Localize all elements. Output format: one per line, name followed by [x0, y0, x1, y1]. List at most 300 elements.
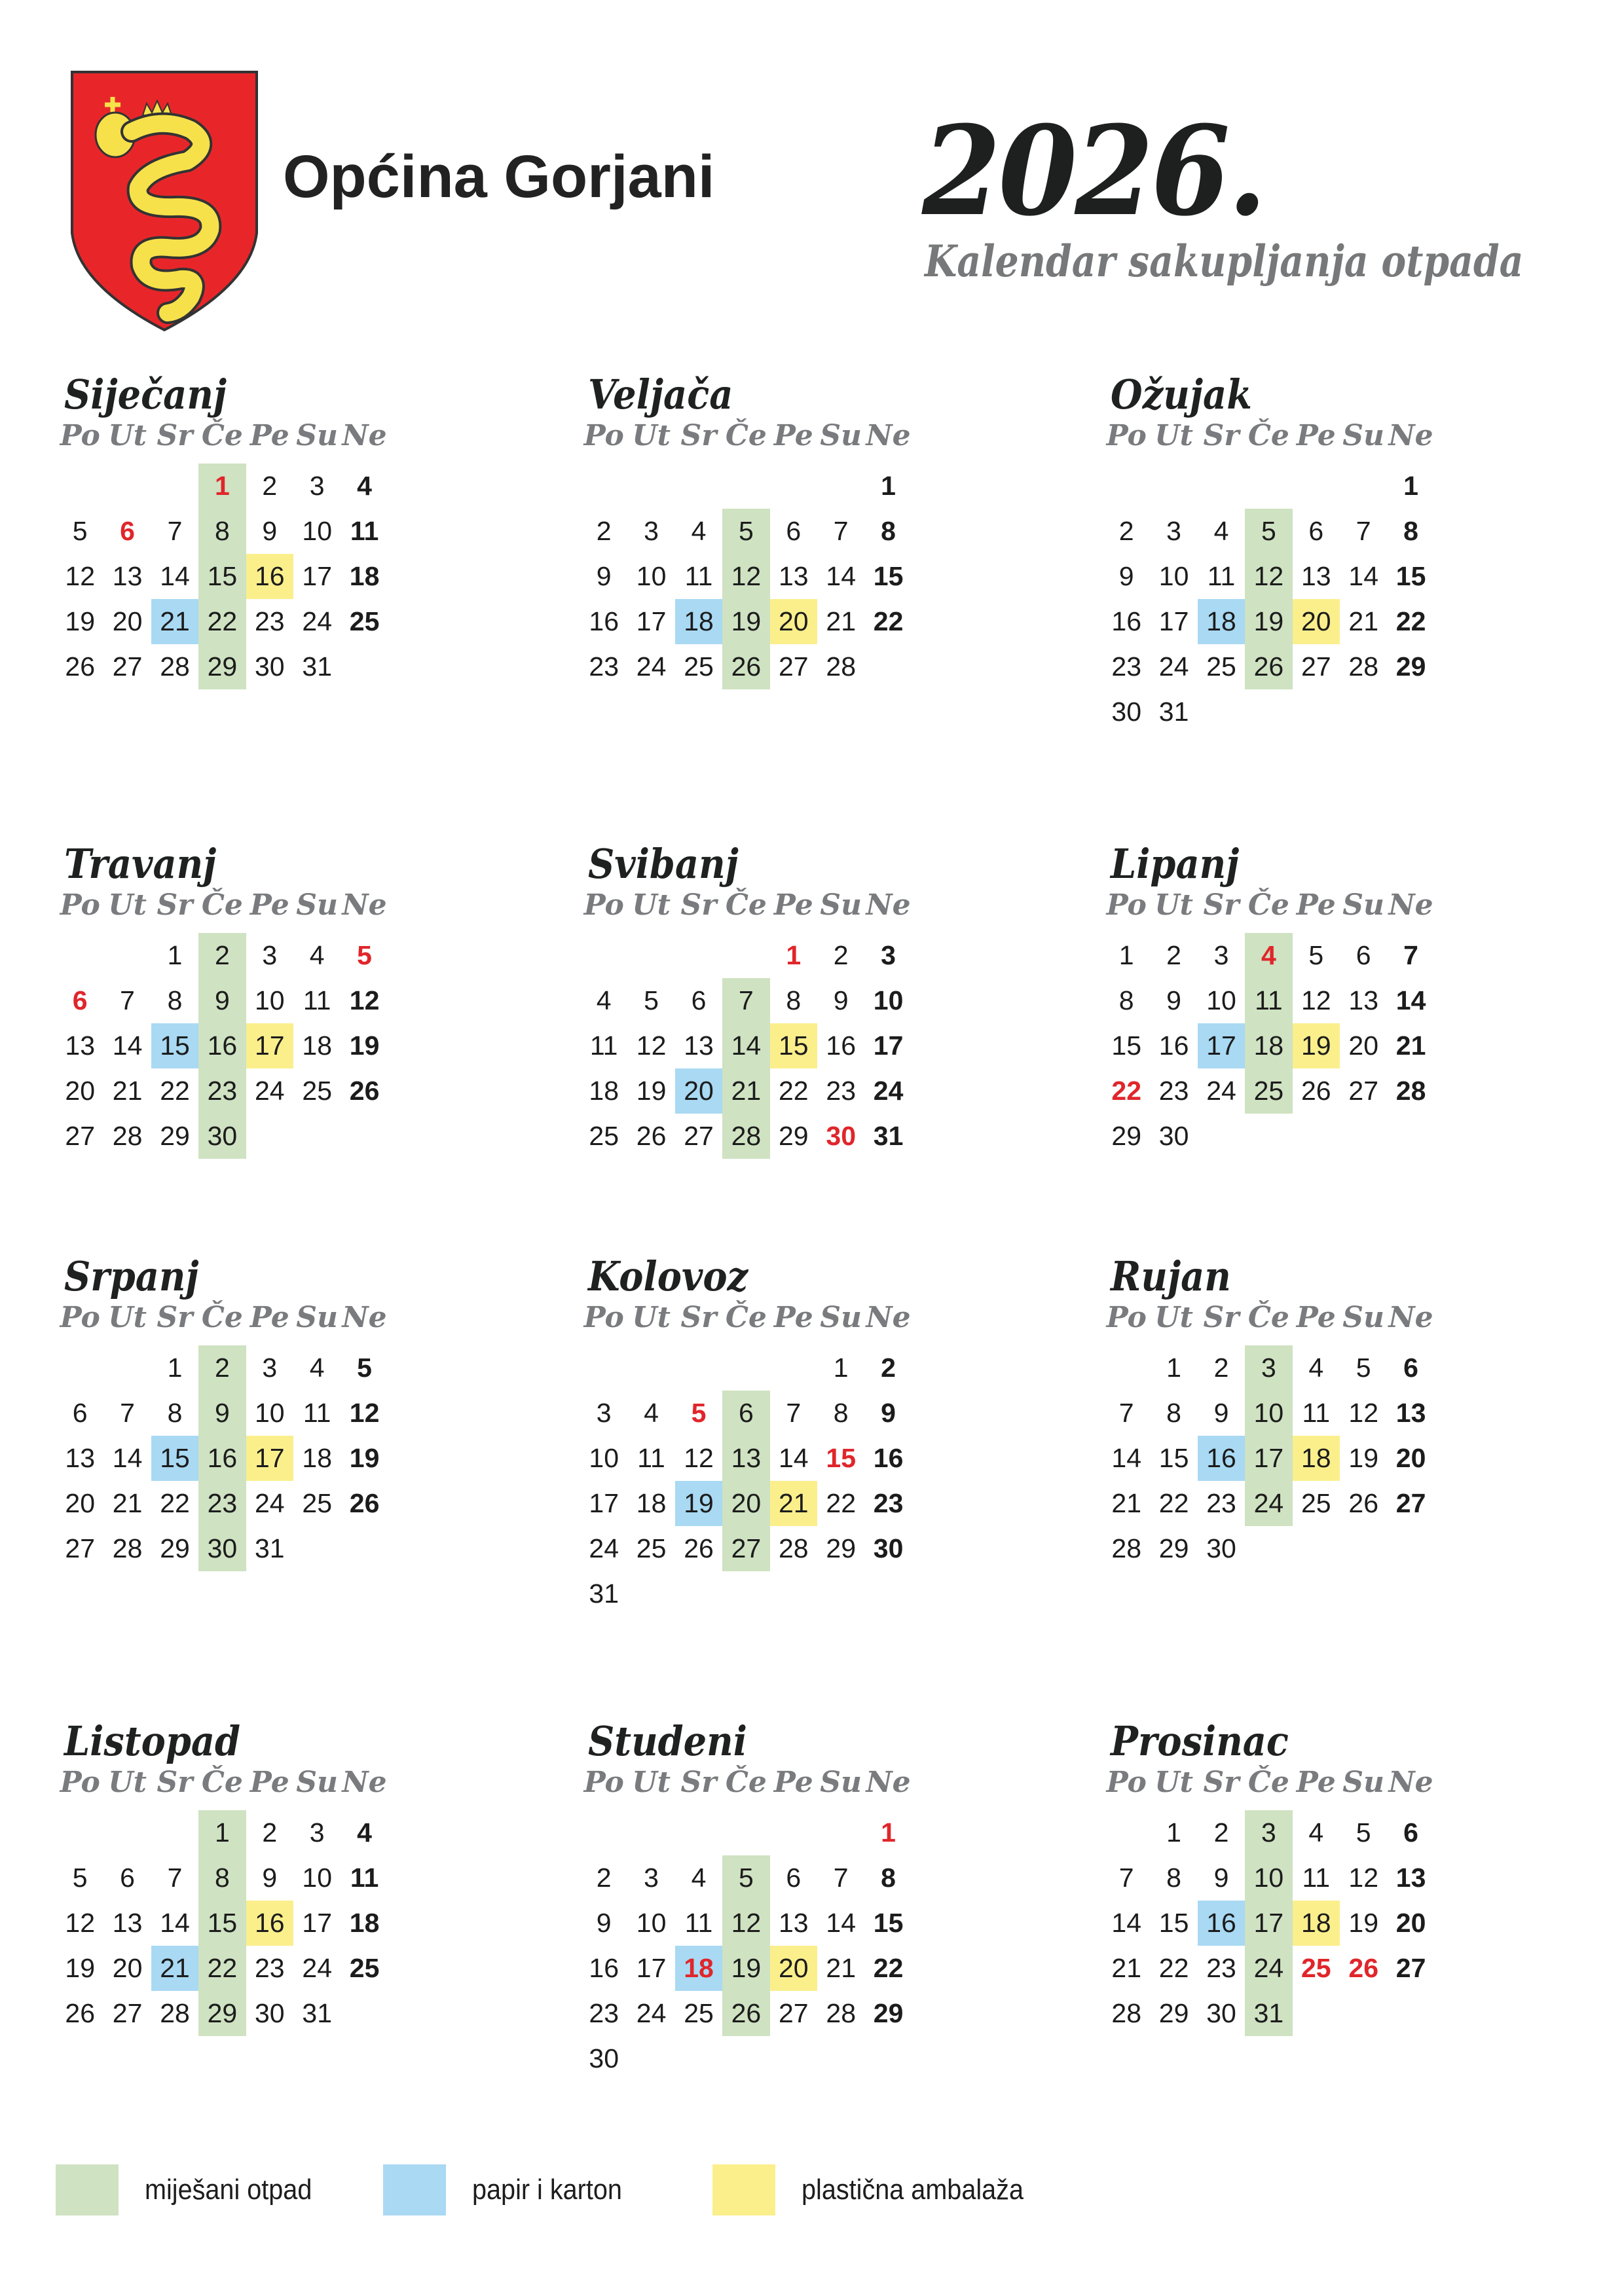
day-cell: 14 [722, 1023, 769, 1068]
weekday-label: Su [1342, 888, 1385, 922]
weekday-label: Ut [1154, 1301, 1193, 1334]
day-cell: 11 [1207, 561, 1236, 591]
day-cell: 4 [309, 940, 325, 970]
weekday-label: Če [1247, 1766, 1289, 1799]
day-cell: 1 [198, 1810, 246, 1855]
weekday-label: Če [725, 888, 767, 922]
day-cell: 20 [770, 1946, 817, 1991]
day-cell: 1 [1166, 1353, 1181, 1383]
day-cell: 30 [873, 1533, 904, 1563]
day-cell: 19 [65, 606, 95, 636]
day-cell: 2 [262, 1817, 278, 1848]
day-cell: 13 [112, 561, 143, 591]
day-cell: 23 [198, 1481, 246, 1526]
day-cell: 21 [112, 1076, 143, 1106]
day-cell: 17 [873, 1030, 904, 1061]
weekday-label: Po [583, 419, 624, 452]
day-cell: 6 [120, 516, 135, 546]
weekday-label: Sr [157, 419, 193, 452]
weekday-label: Ut [1154, 419, 1193, 452]
day-cell: 5 [357, 1353, 372, 1383]
day-cell: 19 [1348, 1443, 1378, 1473]
day-cell: 3 [1245, 1345, 1292, 1391]
day-cell: 3 [262, 1353, 278, 1383]
day-cell: 11 [303, 985, 331, 1015]
day-cell: 18 [302, 1443, 332, 1473]
day-cell: 10 [636, 1908, 667, 1938]
weekday-header-row [56, 1303, 388, 1332]
day-cell: 9 [1166, 985, 1181, 1015]
day-cell: 13 [1395, 1863, 1426, 1893]
day-cell: 27 [778, 651, 809, 682]
day-cell: 24 [636, 1998, 667, 2028]
day-cell: 14 [112, 1030, 143, 1061]
month-title: Svibanj [588, 840, 739, 888]
day-cell: 6 [72, 1398, 88, 1428]
day-cell: 9 [198, 1391, 246, 1436]
day-cell: 2 [1213, 1353, 1229, 1383]
day-cell: 18 [1293, 1901, 1340, 1946]
day-cell: 18 [636, 1488, 667, 1518]
day-cell: 16 [589, 606, 619, 636]
day-cell: 30 [254, 1998, 285, 2028]
day-cell: 16 [826, 1030, 856, 1061]
day-cell: 10 [302, 516, 332, 546]
day-cell: 10 [636, 561, 667, 591]
day-cell: 6 [691, 985, 707, 1015]
day-cell: 22 [198, 1946, 246, 1991]
day-cell: 25 [349, 1953, 380, 1983]
day-cell: 7 [833, 516, 849, 546]
day-cell: 1 [833, 1353, 849, 1383]
month-title: Prosinac [1111, 1717, 1289, 1765]
day-cell: 15 [151, 1023, 198, 1068]
day-cell: 15 [873, 561, 904, 591]
day-cell: 28 [112, 1533, 143, 1563]
day-cell: 27 [778, 1998, 809, 2028]
day-cell: 14 [160, 1908, 190, 1938]
day-cell: 27 [112, 651, 143, 682]
weekday-label: Sr [680, 419, 717, 452]
day-cell: 4 [596, 985, 612, 1015]
day-cell: 3 [596, 1398, 612, 1428]
day-cell: 10 [589, 1443, 619, 1473]
day-cell: 20 [770, 599, 817, 644]
day-cell: 10 [873, 985, 904, 1015]
weekday-label: Ne [342, 888, 387, 922]
weekday-label: Če [201, 419, 243, 452]
calendar-year: 2026. [922, 99, 1265, 244]
day-cell: 26 [722, 644, 769, 689]
day-cell: 28 [160, 651, 190, 682]
weekday-label: Pe [249, 419, 289, 452]
legend [0, 2164, 1624, 2216]
day-cell: 12 [684, 1443, 714, 1473]
day-cell: 15 [198, 554, 246, 599]
day-cell: 5 [72, 1863, 88, 1893]
weekday-label: Pe [249, 1766, 289, 1799]
day-cell: 25 [349, 606, 380, 636]
day-cell: 5 [1356, 1353, 1371, 1383]
day-cell: 15 [770, 1023, 817, 1068]
day-cell: 25 [302, 1488, 332, 1518]
day-cell: 13 [722, 1436, 769, 1481]
day-cell: 22 [873, 1953, 904, 1983]
weekday-label: Su [296, 1301, 339, 1334]
day-cell: 24 [302, 1953, 332, 1983]
weekday-label: Če [725, 1301, 767, 1334]
day-cell: 14 [826, 561, 856, 591]
day-cell: 29 [778, 1121, 809, 1151]
day-cell: 1 [1166, 1817, 1181, 1848]
day-cell: 20 [1348, 1030, 1378, 1061]
day-cell: 2 [1213, 1817, 1229, 1848]
weekday-label: Pe [773, 1301, 813, 1334]
day-cell: 28 [160, 1998, 190, 2028]
day-cell: 22 [198, 599, 246, 644]
day-cell: 15 [826, 1443, 856, 1473]
month-title: Srpanj [64, 1252, 199, 1300]
legend-label: plastična ambalaža [802, 2174, 1024, 2206]
day-cell: 15 [1395, 561, 1426, 591]
day-cell: 25 [684, 1998, 714, 2028]
day-cell: 27 [1395, 1953, 1426, 1983]
weekday-label: Ne [1388, 419, 1433, 452]
weekday-label: Ne [866, 1301, 911, 1334]
day-cell: 27 [1348, 1076, 1378, 1106]
day-cell: 9 [1213, 1398, 1229, 1428]
day-cell: 24 [254, 1488, 285, 1518]
day-cell: 7 [1403, 940, 1418, 970]
day-cell: 23 [254, 606, 285, 636]
weekday-label: Su [820, 1301, 862, 1334]
day-cell: 18 [589, 1076, 619, 1106]
day-cell: 26 [65, 651, 95, 682]
day-cell: 2 [1166, 940, 1181, 970]
day-cell: 26 [1348, 1488, 1378, 1518]
day-cell: 11 [1245, 978, 1292, 1023]
day-cell: 25 [302, 1076, 332, 1106]
weekday-label: Pe [249, 888, 289, 922]
day-cell: 12 [722, 1901, 769, 1946]
day-cell: 17 [589, 1488, 619, 1518]
day-cell: 17 [636, 1953, 667, 1983]
calendar-subtitle: Kalendar sakupljanja otpada [925, 236, 1524, 287]
day-cell: 5 [1308, 940, 1324, 970]
day-cell: 24 [873, 1076, 904, 1106]
day-cell: 16 [1111, 606, 1141, 636]
day-cell: 12 [349, 1398, 380, 1428]
day-cell: 20 [112, 606, 143, 636]
day-cell: 30 [198, 1114, 246, 1159]
day-cell: 1 [1403, 471, 1418, 501]
day-cell: 14 [160, 561, 190, 591]
day-cell: 8 [1118, 985, 1134, 1015]
weekday-label: Pe [1296, 1766, 1336, 1799]
weekday-label: Ne [866, 419, 911, 452]
day-cell: 29 [826, 1533, 856, 1563]
day-cell: 5 [722, 1855, 769, 1901]
day-cell: 2 [198, 1345, 246, 1391]
day-cell: 23 [826, 1076, 856, 1106]
day-cell: 4 [309, 1353, 325, 1383]
day-cell: 10 [1245, 1855, 1292, 1901]
weekday-header-row [1103, 1768, 1435, 1797]
day-cell: 14 [826, 1908, 856, 1938]
day-cell: 5 [691, 1398, 707, 1428]
weekday-header-row [1103, 419, 1435, 452]
day-cell: 30 [1158, 1121, 1189, 1151]
day-cell: 25 [589, 1121, 619, 1151]
month-title: Listopad [64, 1717, 241, 1765]
day-cell: 4 [1245, 933, 1292, 978]
day-cell: 28 [826, 1998, 856, 2028]
weekday-label: Ne [1388, 1766, 1433, 1799]
day-cell: 14 [1348, 561, 1378, 591]
day-cell: 15 [198, 1901, 246, 1946]
day-cell: 17 [1245, 1901, 1292, 1946]
weekday-label: Su [296, 888, 339, 922]
day-cell: 21 [1348, 606, 1378, 636]
day-cell: 10 [254, 1398, 285, 1428]
weekday-header-row [1103, 1303, 1435, 1332]
day-cell: 16 [873, 1443, 904, 1473]
day-cell: 19 [1245, 599, 1292, 644]
day-cell: 11 [350, 516, 379, 546]
day-cell: 7 [120, 1398, 135, 1428]
day-cell: 1 [1118, 940, 1134, 970]
weekday-label: Pe [773, 1766, 813, 1799]
day-cell: 17 [1198, 1023, 1245, 1068]
weekday-label: Po [1106, 419, 1147, 452]
day-cell: 18 [349, 1908, 380, 1938]
day-cell: 13 [65, 1030, 95, 1061]
day-cell: 1 [786, 940, 802, 970]
day-cell: 26 [349, 1076, 380, 1106]
day-cell: 6 [786, 516, 802, 546]
day-cell: 28 [112, 1121, 143, 1151]
day-cell: 3 [1213, 940, 1229, 970]
day-cell: 17 [302, 561, 332, 591]
weekday-label: Sr [157, 888, 193, 922]
day-cell: 8 [1403, 516, 1418, 546]
day-cell: 22 [826, 1488, 856, 1518]
weekday-header-row [56, 1768, 388, 1797]
day-cell: 20 [65, 1076, 95, 1106]
day-cell: 18 [302, 1030, 332, 1061]
day-cell: 15 [1111, 1030, 1141, 1061]
day-cell: 29 [198, 644, 246, 689]
day-cell: 31 [589, 1578, 619, 1609]
day-cell: 12 [1301, 985, 1331, 1015]
municipality-name: Općina Gorjani [283, 143, 715, 210]
weekday-label: Sr [680, 888, 717, 922]
day-cell: 24 [1158, 651, 1189, 682]
weekday-label: Su [820, 419, 862, 452]
day-cell: 20 [112, 1953, 143, 1983]
day-cell: 11 [684, 561, 713, 591]
day-cell: 28 [1111, 1533, 1141, 1563]
day-cell: 31 [302, 651, 332, 682]
day-cell: 23 [589, 1998, 619, 2028]
day-cell: 9 [596, 561, 612, 591]
day-cell: 13 [684, 1030, 714, 1061]
day-cell: 24 [589, 1533, 619, 1563]
weekday-label: Sr [680, 1301, 717, 1334]
month-title: Kolovoz [588, 1252, 748, 1300]
day-cell: 8 [1166, 1398, 1181, 1428]
day-cell: 7 [167, 516, 183, 546]
weekday-label: Ut [108, 1301, 147, 1334]
day-cell: 11 [303, 1398, 331, 1428]
weekday-label: Če [1247, 419, 1289, 452]
day-cell: 3 [644, 1863, 659, 1893]
legend-item-plastic [712, 2164, 1048, 2216]
weekday-label: Ut [108, 419, 147, 452]
weekday-header-row [580, 1768, 912, 1797]
weekday-label: Po [583, 1301, 624, 1334]
day-cell: 11 [350, 1863, 379, 1893]
weekday-label: Pe [773, 888, 813, 922]
day-cell: 8 [833, 1398, 849, 1428]
day-cell: 14 [1111, 1908, 1141, 1938]
day-cell: 6 [1356, 940, 1371, 970]
weekday-label: Pe [249, 1301, 289, 1334]
day-cell: 3 [881, 940, 896, 970]
day-cell: 16 [198, 1023, 246, 1068]
day-cell: 28 [1111, 1998, 1141, 2028]
day-cell: 4 [1213, 516, 1229, 546]
day-cell: 17 [1245, 1436, 1292, 1481]
day-cell: 16 [589, 1953, 619, 1983]
weekday-label: Ne [1388, 888, 1433, 922]
month-title: Ožujak [1111, 371, 1252, 418]
legend-label: papir i karton [472, 2174, 622, 2206]
day-cell: 5 [1245, 509, 1292, 554]
day-cell: 4 [691, 516, 707, 546]
day-cell: 4 [357, 471, 372, 501]
day-cell: 6 [1308, 516, 1324, 546]
day-cell: 2 [596, 516, 612, 546]
day-cell: 8 [881, 516, 896, 546]
day-cell: 14 [778, 1443, 809, 1473]
day-cell: 28 [826, 651, 856, 682]
weekday-header-row [56, 888, 388, 922]
day-cell: 22 [1111, 1076, 1141, 1106]
day-cell: 21 [1111, 1953, 1141, 1983]
day-cell: 29 [1158, 1533, 1189, 1563]
day-cell: 11 [684, 1908, 713, 1938]
month-title: Studeni [588, 1717, 747, 1765]
weekday-label: Ut [1154, 888, 1193, 922]
day-cell: 27 [65, 1121, 95, 1151]
weekday-label: Po [1106, 888, 1147, 922]
weekday-label: Su [820, 1766, 862, 1799]
weekday-label: Sr [1203, 1301, 1240, 1334]
day-cell: 3 [309, 1817, 325, 1848]
day-cell: 30 [1111, 697, 1141, 727]
day-cell: 18 [675, 1946, 722, 1991]
day-cell: 18 [1198, 599, 1245, 644]
day-cell: 20 [722, 1481, 769, 1526]
day-cell: 2 [881, 1353, 896, 1383]
day-cell: 9 [881, 1398, 896, 1428]
weekday-label: Ne [342, 1766, 387, 1799]
weekday-label: Če [725, 1766, 767, 1799]
day-cell: 30 [254, 651, 285, 682]
weekday-label: Ne [1388, 1301, 1433, 1334]
weekday-label: Sr [1203, 419, 1240, 452]
day-cell: 7 [1356, 516, 1371, 546]
day-cell: 22 [1158, 1488, 1189, 1518]
day-cell: 13 [112, 1908, 143, 1938]
weekday-label: Po [1106, 1766, 1147, 1799]
weekday-label: Sr [680, 1766, 717, 1799]
day-cell: 15 [151, 1436, 198, 1481]
weekday-label: Pe [1296, 419, 1336, 452]
day-cell: 13 [1301, 561, 1331, 591]
weekday-label: Ut [108, 888, 147, 922]
weekday-label: Če [725, 419, 767, 452]
day-cell: 13 [778, 561, 809, 591]
weekday-label: Če [1247, 888, 1289, 922]
legend-item-mixed-waste [56, 2164, 331, 2216]
day-cell: 29 [160, 1533, 190, 1563]
day-cell: 18 [349, 561, 380, 591]
weekday-label: Ut [632, 888, 671, 922]
day-cell: 3 [262, 940, 278, 970]
day-cell: 10 [254, 985, 285, 1015]
day-cell: 26 [1301, 1076, 1331, 1106]
day-cell: 16 [1158, 1030, 1189, 1061]
day-cell: 13 [65, 1443, 95, 1473]
day-cell: 6 [1403, 1817, 1418, 1848]
day-cell: 23 [1206, 1953, 1236, 1983]
month-title: Lipanj [1111, 840, 1240, 888]
day-cell: 27 [65, 1533, 95, 1563]
day-cell: 22 [778, 1076, 809, 1106]
day-cell: 29 [1395, 651, 1426, 682]
month-title: Travanj [64, 840, 217, 888]
day-cell: 3 [1245, 1810, 1292, 1855]
weekday-label: Su [1342, 1766, 1385, 1799]
weekday-label: Ne [866, 888, 911, 922]
weekday-label: Po [60, 1301, 100, 1334]
day-cell: 21 [151, 599, 198, 644]
day-cell: 14 [1111, 1443, 1141, 1473]
day-cell: 24 [1206, 1076, 1236, 1106]
day-cell: 11 [637, 1443, 665, 1473]
day-cell: 19 [636, 1076, 667, 1106]
day-cell: 24 [1245, 1946, 1292, 1991]
day-cell: 2 [596, 1863, 612, 1893]
day-cell: 19 [349, 1443, 380, 1473]
day-cell: 4 [644, 1398, 659, 1428]
day-cell: 12 [636, 1030, 667, 1061]
day-cell: 16 [246, 1901, 293, 1946]
day-cell: 14 [112, 1443, 143, 1473]
day-cell: 4 [1308, 1353, 1324, 1383]
day-cell: 12 [1245, 554, 1292, 599]
day-cell: 1 [167, 940, 183, 970]
weekday-label: Po [60, 419, 100, 452]
day-cell: 22 [160, 1076, 190, 1106]
day-cell: 23 [589, 651, 619, 682]
day-cell: 5 [357, 940, 372, 970]
day-cell: 6 [72, 985, 88, 1015]
day-cell: 12 [65, 561, 95, 591]
day-cell: 15 [873, 1908, 904, 1938]
